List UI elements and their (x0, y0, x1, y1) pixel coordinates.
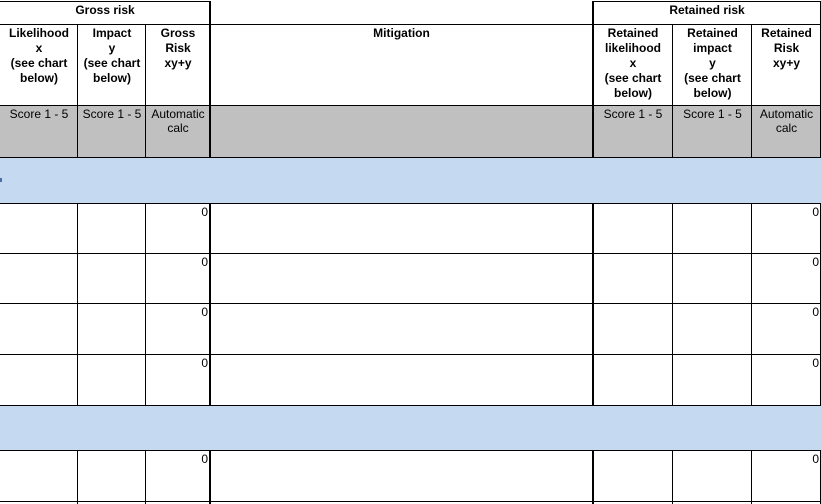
score-cell-mitigation (210, 106, 593, 158)
group-header-gross: Gross risk (75, 3, 135, 17)
col-header-ret-likelihood: Retained likelihood x (see chart below) (604, 26, 662, 100)
gross-risk-cell[interactable]: 0 (201, 305, 208, 319)
grid-line (77, 203, 78, 406)
score-cell-ret-likelihood: Score 1 - 5 (593, 106, 673, 158)
grid-line (145, 203, 146, 406)
grid-line (592, 203, 594, 406)
grid-line (0, 450, 821, 451)
col-header-ret-risk: Retained Risk xy+y (761, 26, 812, 70)
grid-line (145, 450, 146, 504)
grid-line (0, 1, 210, 2)
grid-line (145, 24, 146, 158)
grid-line (77, 450, 78, 504)
score-cell-likelihood: Score 1 - 5 (0, 106, 78, 158)
grid-line (592, 450, 594, 504)
grid-line (0, 501, 821, 502)
grid-line (0, 354, 821, 355)
col-header-likelihood: Likelihood x (see chart below) (9, 26, 69, 85)
grid-line (0, 157, 821, 158)
grid-line (672, 203, 673, 406)
section-band-1 (0, 158, 821, 203)
col-header-ret-impact: Retained impact y (see chart below) (684, 26, 741, 100)
gross-risk-cell[interactable]: 0 (201, 452, 208, 466)
retained-risk-cell[interactable]: 0 (812, 452, 819, 466)
grid-line (209, 1, 211, 158)
gross-risk-cell[interactable]: 0 (201, 356, 208, 370)
grid-line (0, 253, 821, 254)
retained-risk-cell[interactable]: 0 (812, 255, 819, 269)
grid-line (0, 105, 821, 106)
grid-line (209, 203, 211, 406)
retained-risk-cell[interactable]: 0 (812, 305, 819, 319)
section-band-2 (0, 406, 821, 451)
score-cell-gross-calc: Automatic calc (146, 106, 210, 158)
grid-line (209, 450, 211, 504)
grid-line (751, 450, 752, 504)
col-header-impact: Impact y (see chart below) (83, 26, 141, 85)
grid-line (672, 450, 673, 504)
grid-line (0, 203, 821, 204)
band-marker (0, 178, 2, 182)
retained-risk-cell[interactable]: 0 (812, 205, 819, 219)
grid-line (0, 405, 821, 406)
retained-risk-cell[interactable]: 0 (812, 356, 819, 370)
score-cell-ret-calc: Automatic calc (752, 106, 821, 158)
gross-risk-cell[interactable]: 0 (201, 205, 208, 219)
col-header-gross-risk: Gross Risk xy+y (160, 26, 196, 70)
score-cell-ret-impact: Score 1 - 5 (673, 106, 752, 158)
grid-line (593, 1, 821, 2)
grid-line (592, 1, 594, 158)
score-cell-impact: Score 1 - 5 (78, 106, 146, 158)
grid-line (751, 24, 752, 158)
gross-risk-cell[interactable]: 0 (201, 255, 208, 269)
grid-line (0, 303, 821, 304)
grid-line (0, 24, 821, 25)
group-header-retained: Retained risk (669, 3, 745, 17)
grid-line (751, 203, 752, 406)
grid-line (672, 24, 673, 158)
col-header-mitigation: Mitigation (373, 26, 430, 40)
grid-line (77, 24, 78, 158)
